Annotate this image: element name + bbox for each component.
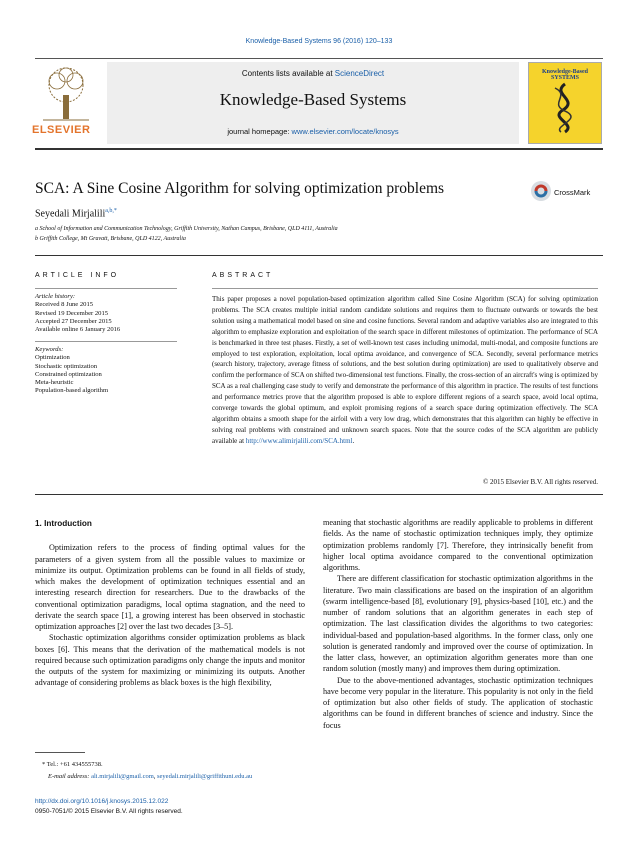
- abstract-copyright: © 2015 Elsevier B.V. All rights reserved.: [482, 478, 598, 486]
- affiliation-a: a School of Information and Communication Technology, Griffith University, Nathan Campus, Brisbane, QLD 4111, Australia: [35, 226, 338, 232]
- abstract-bottom-rule: [35, 494, 603, 495]
- source-code-link[interactable]: http://www.alimirjalili.com/SCA.html: [245, 436, 353, 445]
- publisher-name: ELSEVIER: [32, 124, 91, 136]
- header-bottom-rule: [35, 148, 603, 150]
- crossmark-icon: [530, 180, 552, 202]
- body-right-column: [323, 517, 593, 731]
- crossmark-label: CrossMark: [554, 188, 591, 197]
- journal-title: Knowledge-Based Systems: [219, 90, 407, 109]
- paragraph: Due to the above-mentioned advantages, stochastic optimization techniques have become very popular in the literature. This popularity is not only in the field of optimization but also other fields of study. The application of stochastic algorithms can be found in different branches of science and industry. Since the focus: [323, 675, 593, 730]
- paragraph: Optimization refers to the process of finding optimal values for the parameters of a given system from all the possible values to maximize or minimize its output. Optimization problems can be found in all fields of study, which makes the development of optimization techniques essential and an interesting research direction for researchers. Due to the drawbacks of the conventional optimization paradigms, local optima stagnation, and the need to derivate the search space [1], a growing interest has been observed in stochastic optimization approaches [2] over the last two decades [3–5].: [35, 543, 305, 631]
- journal-reference[interactable]: Knowledge-Based Systems 96 (2016) 120–133: [245, 38, 393, 45]
- author-marks[interactable]: a,b,*: [105, 208, 117, 214]
- paragraph: There are different classification for stochastic optimization algorithms in the literature. Two main classifications are based on the inspiration of an algorithm (swarm intelligence-based [8], evolutionary [9], physics-based [10], etc.) and the number of random solutions that an algorithm generates in each step of optimization. The last classification divides the algorithms to two categories: individual-based and population-based algorithms. In the former class, only one solution is generated randomly and improved over the course of optimization. In the latter class, however, an optimization algorithm generates more than one random solution (mostly many) and improves them during optimization.: [323, 574, 593, 674]
- cover-title: Knowledge-Based SYSTEMS: [541, 69, 588, 81]
- abstract-text: This paper proposes a novel population-based optimization algorithm called Sine Cosine Algorithm (SCA) for solving optimization problems. The SCA creates multiple initial random candidate solutions and requires them to fluctuate outwards or towards the best solution using a mathematical model based on sine and cosine functions. Several random and adaptive variables also are integrated to this algorithm to emphasize exploration and exploitation of the search space in different milestones of optimization. The performance of SCA is benchmarked in three test phases. Firstly, a set of well-known test cases including unimodal, multi-modal, and composite functions are employed to test exploration, exploitation, local optima avoidance, and convergence of SCA. Secondly, several performance metrics (search history, trajectory, average fitness of solutions, and the best solution during optimization) are used to qualitatively observe and confirm the performance of SCA on shifted two-dimensional test functions. Finally, the cross-section of an aircraft's wing is optimized by SCA as a real challenging case study to verify and demonstrate the performance of this algorithm in practice. The results of test functions and performance metrics prove that the algorithm proposed is able to explore different regions of a search space, avoid local optima, converge towards the global optimum, and exploit promising regions of a search space during optimization effectively. The SCA algorithm obtains a smooth shape for the airfoil with a very low drag, which demonstrates that this algorithm can highly be effective in solving real problems with constrained and unknown search spaces. Note that the source codes of the SCA algorithm are publicly available at http://www.alimirjalili.com/SCA.html.: [212, 295, 598, 445]
- affiliation-b: b Griffith College, Mt Gravatt, Brisbane, QLD 4122, Australia: [35, 236, 186, 242]
- homepage-link[interactable]: www.elsevier.com/locate/knosys: [291, 127, 399, 136]
- paragraph: Stochastic optimization algorithms consider optimization problems as black boxes [6]. This means that the derivation of the mathematical models is not required because such optimization paradigms only change the inputs and monitor the outputs of the system for maximizing or minimizing its outputs. Another advantage of considering problems as black boxes is the high flexibility,: [35, 633, 305, 688]
- paper-title: SCA: A Sine Cosine Algorithm for solving optimization problems: [35, 180, 445, 197]
- doi-link[interactable]: http://dx.doi.org/10.1016/j.knosys.2015.12.022: [35, 798, 169, 805]
- author-line: Seyedali Mirjalili$^{a,b,*}$: [35, 208, 117, 220]
- cover-illustration: [541, 82, 589, 134]
- article-history: Article history: Received 8 June 2015 Revised 19 December 2015 Accepted 27 December 2015 Available online 6 January 2016: [35, 293, 121, 334]
- keywords: Keywords: Optimization Stochastic optimization Constrained optimization Meta-heuristic Population-based algorithm: [35, 346, 109, 395]
- email-link-2[interactable]: seyedali.mirjalili@griffithuni.edu.au: [157, 773, 253, 780]
- contents-line: Contents lists available at ScienceDirect: [241, 69, 385, 78]
- keywords-rule: [35, 341, 177, 342]
- footnote-email: E-mail address: ali.mirjalili@gmail.com, seyedali.mirjalili@griffithuni.edu.au: [48, 773, 253, 780]
- footnote-tel: * Tel.: +61 434555738.: [42, 761, 103, 768]
- abstract-heading: ABSTRACT: [212, 272, 274, 279]
- abstract-top-rule: [212, 288, 598, 289]
- article-info-rule: [35, 288, 177, 289]
- issn-line: 0950-7051/© 2015 Elsevier B.V. All rights reserved.: [35, 808, 183, 815]
- email-link-1[interactable]: ali.mirjalili@gmail.com: [91, 773, 154, 780]
- header-top-rule: [35, 58, 603, 59]
- affiliation-rule: [35, 255, 603, 256]
- sciencedirect-link[interactable]: ScienceDirect: [334, 69, 385, 78]
- article-info-heading: ARTICLE INFO: [35, 272, 120, 279]
- footnote-rule: [35, 752, 85, 753]
- section-heading-introduction: 1. Introduction: [35, 519, 92, 528]
- body-left-column: [35, 518, 305, 689]
- paragraph: meaning that stochastic algorithms are readily applicable to problems in different fields. As the name of stochastic optimization techniques imply, they optimize optimization problems randomly [7]. Therefore, they intrinsically benefit from higher local optima avoidance compared to the conventional optimization algorithms.: [323, 518, 593, 572]
- homepage-line: journal homepage: www.elsevier.com/locate/knosys: [227, 127, 399, 136]
- crossmark-badge[interactable]: [530, 180, 620, 208]
